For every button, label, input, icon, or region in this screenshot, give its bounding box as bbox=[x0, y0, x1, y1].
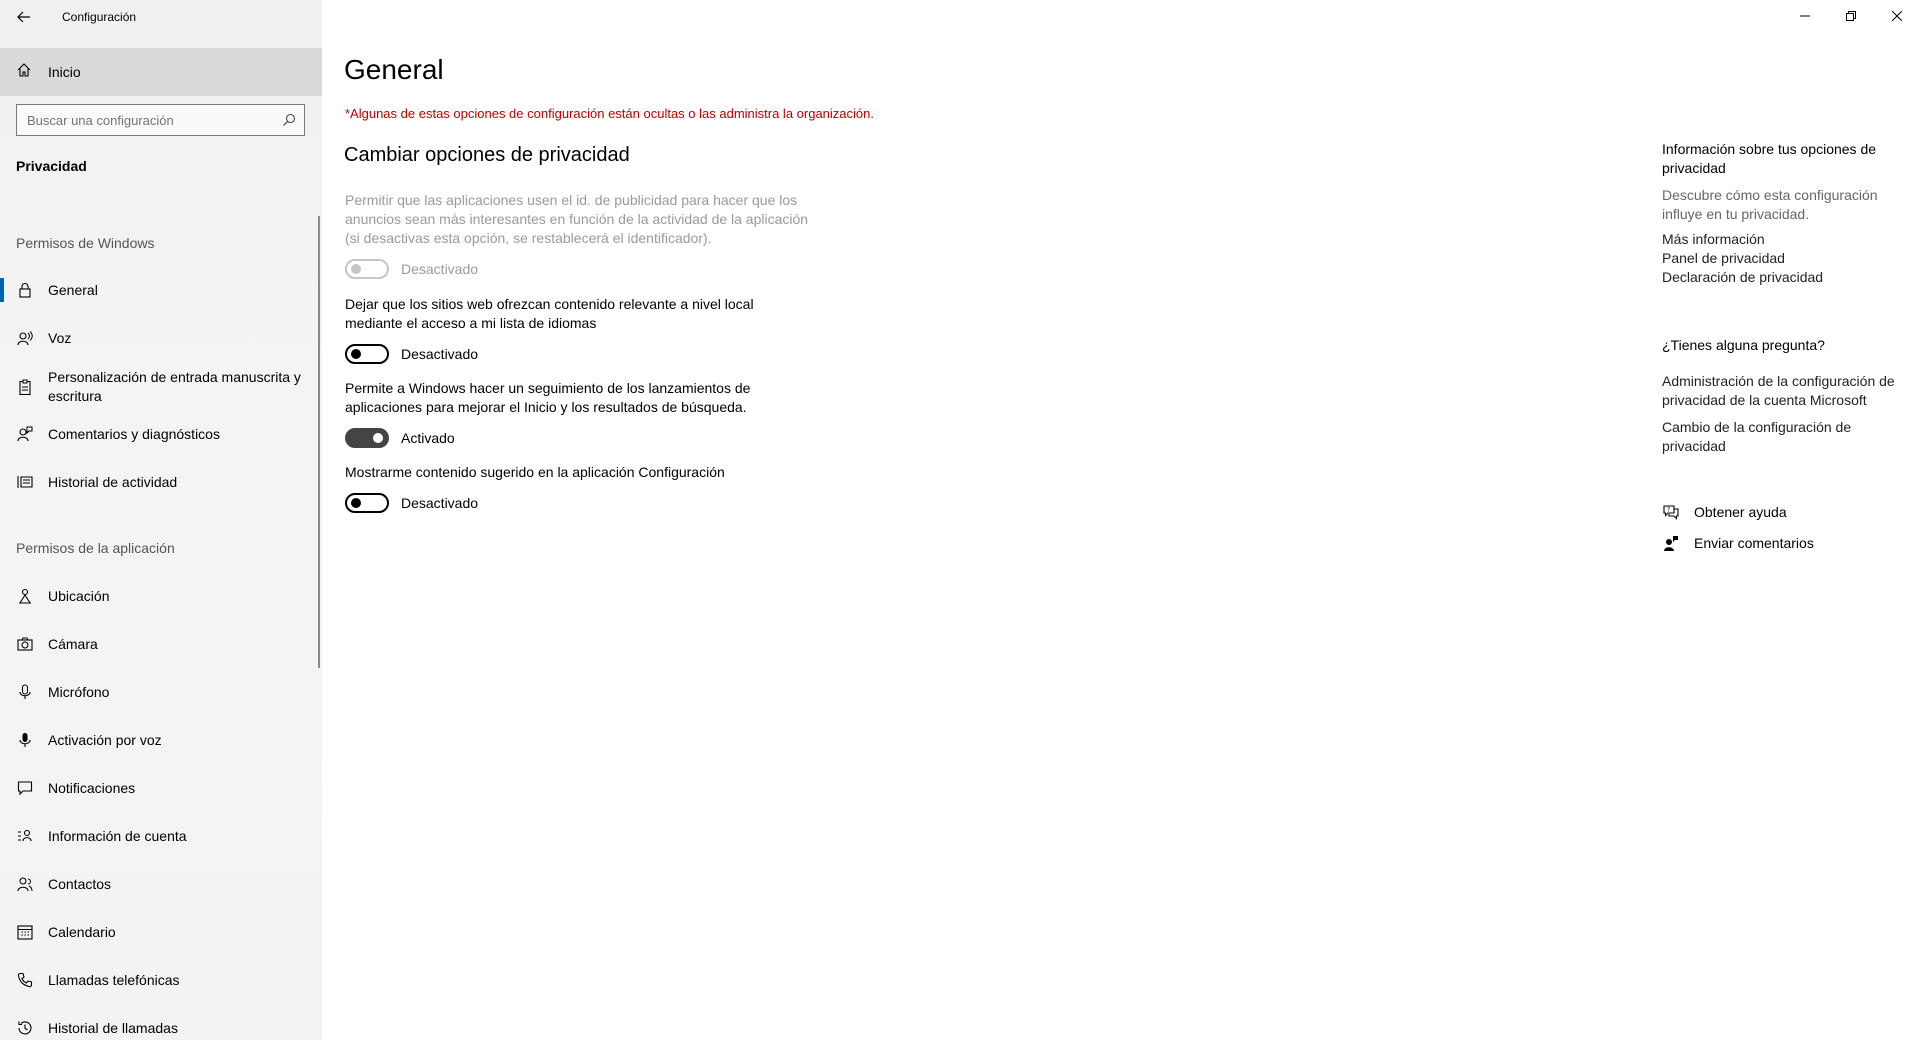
lock-icon bbox=[16, 281, 34, 299]
sidebar-item-account-info[interactable] bbox=[0, 812, 322, 860]
get-help-link[interactable] bbox=[1662, 503, 1787, 521]
setting-language-list bbox=[345, 295, 815, 365]
group-header-app-permissions: Permisos de la aplicación bbox=[16, 540, 175, 556]
app-title: Configuración bbox=[62, 10, 137, 24]
feedback-icon bbox=[1662, 534, 1680, 552]
group-header-windows-permissions: Permisos de Windows bbox=[16, 235, 155, 251]
sidebar-item-general[interactable] bbox=[0, 266, 322, 314]
send-feedback-label: Enviar comentarios bbox=[1694, 535, 1814, 551]
sidebar-item-label: Comentarios y diagnósticos bbox=[48, 425, 220, 442]
link-microsoft-account-privacy[interactable]: Administración de la configuración de privacidad de la cuenta Microsoft bbox=[1662, 373, 1895, 408]
related-info-panel bbox=[1662, 0, 1920, 1040]
privacy-info-text: Descubre cómo esta configuración influye en tu privacidad. bbox=[1662, 187, 1878, 222]
app-launch-tracking-toggle[interactable] bbox=[345, 428, 389, 448]
home-icon bbox=[16, 62, 34, 83]
feedback-person-icon bbox=[16, 425, 34, 443]
sidebar-item-label: Ubicación bbox=[48, 587, 110, 604]
main-content bbox=[322, 0, 1662, 1040]
phone-icon bbox=[16, 971, 34, 989]
setting-description: Permite a Windows hacer un seguimiento de los lanzamientos de aplicaciones para mejorar el Inicio y los resultados de búsqueda. bbox=[345, 380, 751, 415]
get-help-label: Obtener ayuda bbox=[1694, 504, 1787, 520]
toggle-state-label: Activado bbox=[401, 430, 455, 446]
voice-activation-icon bbox=[16, 731, 34, 749]
sidebar-item-voice-activation[interactable] bbox=[0, 716, 322, 764]
sidebar-item-label: Personalización de entrada manuscrita y escritura bbox=[48, 369, 301, 404]
sidebar-item-label: Activación por voz bbox=[48, 731, 162, 748]
section-subtitle: Cambiar opciones de privacidad bbox=[344, 144, 630, 166]
call-history-icon bbox=[16, 1019, 34, 1037]
sidebar-item-location[interactable] bbox=[0, 572, 322, 620]
sidebar-item-home[interactable] bbox=[0, 48, 322, 96]
contacts-icon bbox=[16, 875, 34, 893]
location-person-icon bbox=[16, 587, 34, 605]
search-input[interactable] bbox=[27, 113, 277, 128]
sidebar-item-label: Micrófono bbox=[48, 683, 110, 700]
sidebar-item-voz[interactable] bbox=[0, 314, 322, 362]
sidebar-item-label: Notificaciones bbox=[48, 779, 136, 796]
managed-by-organization-warning: *Algunas de estas opciones de configuración están ocultas o las administra la organización. bbox=[345, 106, 874, 121]
svg-text:?: ? bbox=[1667, 506, 1671, 514]
sidebar-item-feedback-diagnostics[interactable] bbox=[0, 410, 322, 458]
speech-icon bbox=[16, 329, 34, 347]
privacy-info-heading: Información sobre tus opciones de privacidad bbox=[1662, 141, 1877, 176]
sidebar-item-label: Contactos bbox=[48, 875, 112, 892]
help-chat-icon bbox=[1662, 503, 1680, 521]
search-icon[interactable] bbox=[282, 113, 296, 132]
sidebar-item-label: Historial de llamadas bbox=[48, 1019, 178, 1036]
sidebar-item-label: Cámara bbox=[48, 635, 98, 652]
sidebar-scrollbar[interactable] bbox=[318, 216, 320, 668]
search-box[interactable] bbox=[16, 104, 305, 136]
toggle-state-label: Desactivado bbox=[401, 261, 479, 277]
toggle-state-label: Desactivado bbox=[401, 346, 479, 362]
sidebar-item-label: Historial de actividad bbox=[48, 473, 178, 490]
sidebar-item-call-history[interactable] bbox=[0, 1004, 322, 1040]
setting-description: Permitir que las aplicaciones usen el id. de publicidad para hacer que los anuncios sean más interesantes en función de la actividad de la aplicación (si desactivas esta opción, se restablecerá el identificador). bbox=[345, 192, 809, 246]
link-change-privacy-settings[interactable]: Cambio de la configuración de privacidad bbox=[1662, 419, 1852, 454]
sidebar-item-calendar[interactable] bbox=[0, 908, 322, 956]
sidebar-item-contacts[interactable] bbox=[0, 860, 322, 908]
microphone-icon bbox=[16, 683, 34, 701]
sidebar-item-camera[interactable] bbox=[0, 620, 322, 668]
toggle-state-label: Desactivado bbox=[401, 495, 479, 511]
sidebar-item-label: Información de cuenta bbox=[48, 827, 187, 844]
sidebar-item-label: General bbox=[48, 281, 98, 298]
sidebar-item-label: Voz bbox=[48, 329, 72, 346]
advertising-id-toggle bbox=[345, 259, 389, 279]
setting-app-launch-tracking bbox=[345, 379, 815, 449]
back-button[interactable] bbox=[0, 0, 48, 34]
title-bar bbox=[0, 0, 322, 34]
page-title: General bbox=[344, 54, 444, 85]
language-list-toggle[interactable] bbox=[345, 344, 389, 364]
activity-history-icon bbox=[16, 473, 34, 491]
questions-heading: ¿Tienes alguna pregunta? bbox=[1662, 337, 1825, 353]
setting-suggested-content bbox=[345, 463, 815, 514]
sidebar-item-label: Calendario bbox=[48, 923, 116, 940]
home-label: Inicio bbox=[48, 64, 81, 80]
sidebar-item-phone-calls[interactable] bbox=[0, 956, 322, 1004]
sidebar-item-activity-history[interactable] bbox=[0, 458, 322, 506]
setting-advertising-id bbox=[345, 191, 815, 280]
setting-description: Dejar que los sitios web ofrezcan contenido relevante a nivel local mediante el acceso a mi lista de idiomas bbox=[345, 296, 754, 331]
notification-icon bbox=[16, 779, 34, 797]
setting-description: Mostrarme contenido sugerido en la aplicación Configuración bbox=[345, 464, 725, 480]
sidebar-item-label: Llamadas telefónicas bbox=[48, 971, 180, 988]
current-section-heading: Privacidad bbox=[16, 158, 87, 174]
sidebar-item-notifications[interactable] bbox=[0, 764, 322, 812]
back-arrow-icon bbox=[17, 11, 31, 23]
clipboard-icon bbox=[16, 378, 34, 396]
link-privacy-dashboard[interactable]: Panel de privacidad bbox=[1662, 250, 1785, 266]
camera-icon bbox=[16, 635, 34, 653]
link-privacy-statement[interactable]: Declaración de privacidad bbox=[1662, 269, 1824, 285]
link-more-info[interactable]: Más información bbox=[1662, 231, 1765, 247]
sidebar-item-microphone[interactable] bbox=[0, 668, 322, 716]
send-feedback-link[interactable] bbox=[1662, 534, 1814, 552]
calendar-icon bbox=[16, 923, 34, 941]
sidebar bbox=[0, 0, 322, 1040]
suggested-content-toggle[interactable] bbox=[345, 493, 389, 513]
account-info-icon bbox=[16, 827, 34, 845]
sidebar-item-inking-typing[interactable] bbox=[0, 362, 322, 412]
